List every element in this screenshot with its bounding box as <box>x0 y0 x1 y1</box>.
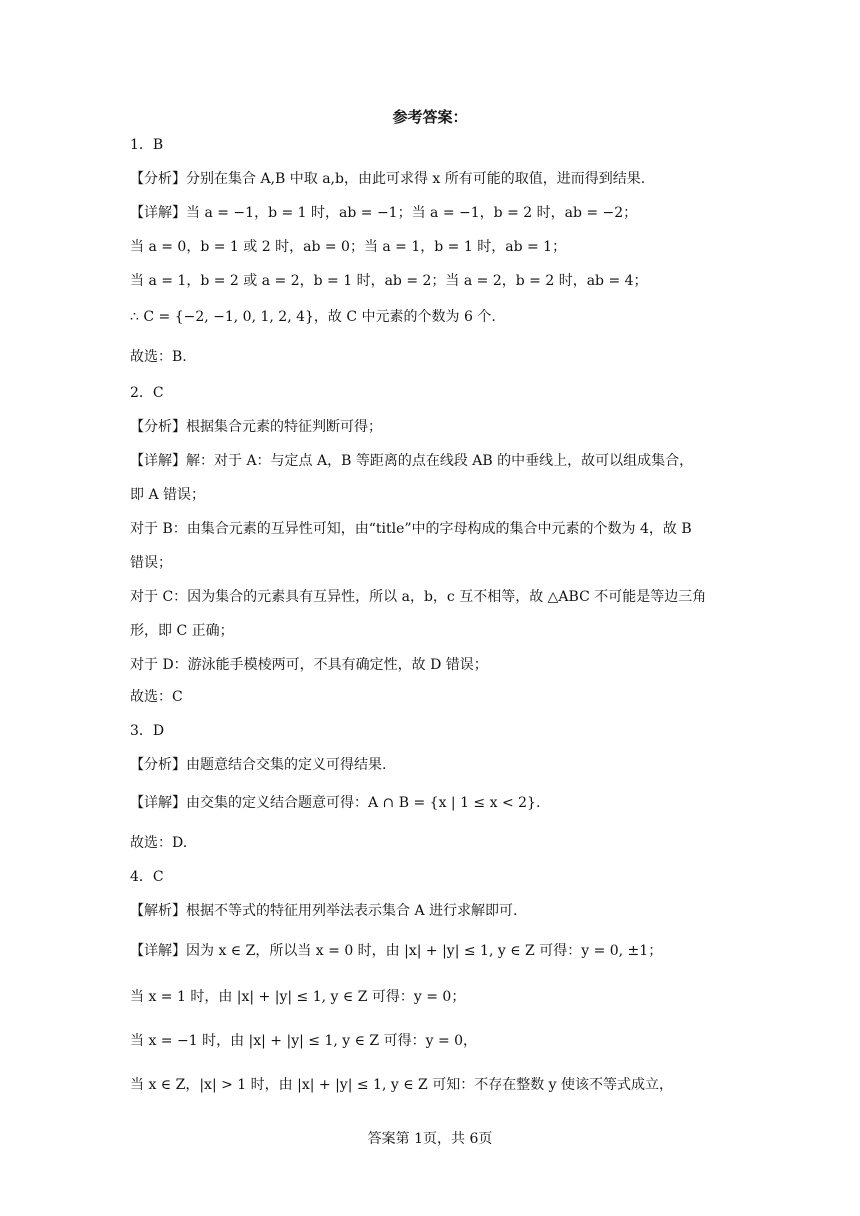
detail-line: 【详解】当 a = −1，b = 1 时，ab = −1；当 a = −1，b = 2 时，ab = −2； <box>130 205 638 221</box>
detail-line: 对于 D：游泳能手模棱两可，不具有确定性，故 D 错误； <box>130 657 488 673</box>
detail-line: ∴ C = {−2, −1, 0, 1, 2, 4}，故 C 中元素的个数为 6 个. <box>130 309 496 325</box>
detail-line: 对于 B：由集合元素的互异性可知，由“title”中的字母构成的集合中元素的个数为 4，故 B <box>130 521 692 537</box>
answer-choice-line: 故选：D. <box>130 835 188 851</box>
page-title: 参考答案： <box>392 108 468 126</box>
question-number: 3．D <box>130 723 165 739</box>
detail-line: 当 a = 0，b = 1 或 2 时，ab = 0；当 a = 1，b = 1 时，ab = 1； <box>130 239 567 255</box>
answer-choice-line: 故选：C <box>130 689 183 705</box>
analysis-line: 【分析】分别在集合 A,B 中取 a,b，由此可求得 x 所有可能的取值，进而得到结果. <box>130 171 646 187</box>
detail-line: 当 x = 1 时，由 |x| + |y| ≤ 1, y ∈ Z 可得：y = 0； <box>130 989 466 1005</box>
detail-line: 【详解】因为 x ∈ Z，所以当 x = 0 时，由 |x| + |y| ≤ 1, y ∈ Z 可得：y = 0, ±1； <box>130 943 663 959</box>
answer-choice-line: 故选：B. <box>130 349 187 365</box>
detail-line: 对于 C：因为集合的元素具有互异性，所以 a，b，c 互不相等，故 △ABC 不可能是等边三角 <box>130 589 707 605</box>
question-number: 2．C <box>130 385 164 401</box>
analysis-line: 【分析】根据集合元素的特征判断可得； <box>130 419 382 435</box>
detail-line: 当 a = 1，b = 2 或 a = 2，b = 1 时，ab = 2；当 a = 2，b = 2 时，ab = 4； <box>130 273 648 289</box>
question-number: 1．B <box>130 137 164 153</box>
analysis-line: 【分析】由题意结合交集的定义可得结果. <box>130 757 387 773</box>
detail-line: 形，即 C 正确； <box>130 623 234 639</box>
page-footer: 答案第 1页，共 6页 <box>367 1131 493 1147</box>
analysis-line: 【解析】根据不等式的特征用列举法表示集合 A 进行求解即可. <box>130 903 518 919</box>
detail-line: 错误； <box>130 555 172 571</box>
detail-line: 即 A 错误； <box>130 487 206 503</box>
question-number: 4．C <box>130 869 164 885</box>
detail-line: 【详解】解：对于 A：与定点 A，B 等距离的点在线段 AB 的中垂线上，故可以组成集合， <box>130 453 694 469</box>
detail-line: 【详解】由交集的定义结合题意可得：A ∩ B = {x | 1 ≤ x < 2}. <box>130 795 541 811</box>
detail-line: 当 x ∈ Z，|x| > 1 时，由 |x| + |y| ≤ 1, y ∈ Z 可知：不存在整数 y 使该不等式成立， <box>130 1077 674 1093</box>
detail-line: 当 x = −1 时，由 |x| + |y| ≤ 1, y ∈ Z 可得：y = 0， <box>130 1033 478 1049</box>
